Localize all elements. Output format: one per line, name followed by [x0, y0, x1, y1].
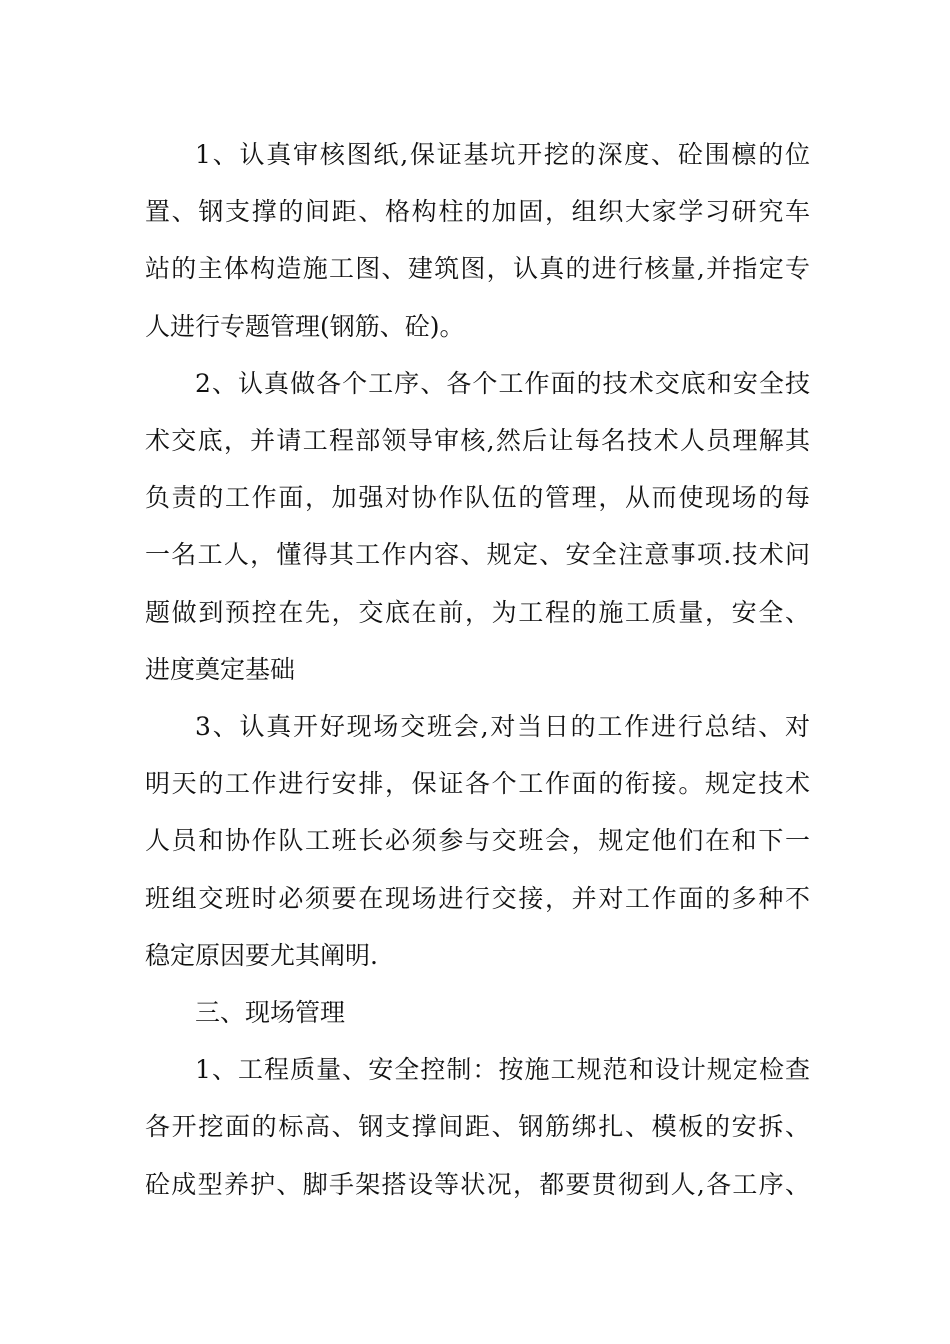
text-line: 稳定原因要尤其阐明. — [145, 940, 378, 970]
text-line: 砼成型养护、脚手架搭设等状况，都要贯彻到人,各工序、 — [145, 1169, 810, 1199]
text-line: 各开挖面的标高、钢支撑间距、钢筋绑扎、模板的安拆、 — [145, 1112, 810, 1142]
paragraph-3 — [145, 698, 810, 984]
text-line: 班组交班时必须要在现场进行交接，并对工作面的多种不 — [145, 883, 810, 913]
text-line: 术交底，并请工程部领导审核,然后让每名技术人员理解其 — [145, 426, 810, 456]
section-heading-text: 三、现场管理 — [195, 998, 346, 1028]
text-line: 3、认真开好现场交班会,对当日的工作进行总结、对 — [195, 712, 810, 742]
text-line: 人员和协作队工班长必须参与交班会，规定他们在和下一 — [145, 826, 810, 856]
text-line: 题做到预控在先，交底在前，为工程的施工质量，安全、 — [145, 597, 810, 627]
text-line: 明天的工作进行安排，保证各个工作面的衔接。规定技术 — [145, 769, 810, 799]
text-line: 置、钢支撑的间距、格构柱的加固，组织大家学习研究车 — [145, 197, 810, 227]
text-line: 进度奠定基础 — [145, 654, 296, 684]
paragraph-1 — [145, 126, 810, 355]
text-line: 一名工人，懂得其工作内容、规定、安全注意事项.技术问 — [145, 540, 810, 570]
text-line: 1、认真审核图纸,保证基坑开挖的深度、砼围檩的位 — [195, 140, 810, 169]
document-body — [145, 126, 810, 1213]
paragraph-4 — [145, 1041, 810, 1213]
text-line: 2、认真做各个工序、各个工作面的技术交底和安全技 — [195, 368, 810, 398]
text-line: 1、工程质量、安全控制：按施工规范和设计规定检查 — [195, 1055, 810, 1085]
section-heading — [145, 984, 810, 1041]
paragraph-2 — [145, 355, 810, 698]
text-line: 负责的工作面，加强对协作队伍的管理，从而使现场的每 — [145, 483, 810, 513]
text-line: 站的主体构造施工图、建筑图，认真的进行核量,并指定专 — [145, 254, 810, 284]
text-line: 人进行专题管理(钢筋、砼)。 — [145, 311, 465, 341]
